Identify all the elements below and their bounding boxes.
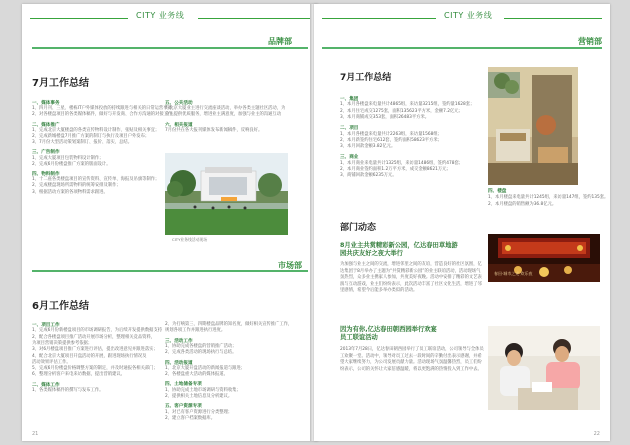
section-heading: 二、媒体工作 [32,382,60,388]
text-line: 3、对6月楼盘项目推广方案进行评估，提出改进意见并跟进落实； [32,347,158,353]
text-line: 3、本月商铺成交353套，面积26483平方米。 [340,115,430,121]
section-divider [32,47,308,49]
section-heading: 五、客户资源专项 [165,404,202,410]
section-heading: 一、媒体事务 [32,101,60,106]
section-heading: 三、商业 [340,155,359,161]
text-line: 7月份共在各大报刊媒体发布新闻稿件，反响良好。 [165,127,263,133]
news1-headline-line2: 园共庆友好之夜大举行 [340,250,403,257]
text-line: 1、本月商业来电量共计1325组，来访量1486组，签约478套； [340,160,464,166]
section-heading: 五、公关活动 [165,101,193,106]
interior-photo [488,67,578,185]
text-line: 1、四月刊、三星、楼栋IT户外媒体投放的持续跟进与相关的日常运营事务； [32,106,177,112]
right-page [314,4,610,441]
section-heading: 一、项目工作 [32,323,60,328]
dept-tag-sales: 营销部 [578,37,602,46]
header-title: CITY 业务线 [444,11,493,20]
header-rule [504,18,602,19]
news2-headline: 因为有你,亿达春田朝西园举行欢宴 [340,326,437,333]
text-line: 1、完成大厦项目包装物料设计制作； [32,155,104,161]
dept-news-title: 部门动态 [340,223,377,233]
july-summary-title: 7月工作总结 [340,73,392,83]
text-line: 2、完成新城楼盘7月推广方案的制订与执行及项目户外发布； [32,134,150,139]
section-divider [32,270,308,272]
event-photo-illustration [165,153,288,235]
dept-tag-brand: 品牌部 [268,37,292,46]
staff-photo-illustration [488,326,600,410]
staff-photo [488,326,600,410]
section-heading: 四、物料制作 [32,172,60,177]
section-heading: 二、项目 [340,126,359,132]
text-line: 1、完成北京大厦楼盘的各类宣传物料设计制作、张贴及相关事宜； [32,127,160,133]
text-line: 业主提供优质服务，增进业主满意度，加强与业主的沟通互动 [165,112,282,118]
text-line: 2、完成6月份楼盘推广方案的版面设计。 [32,161,111,167]
interior-photo-illustration [488,67,578,185]
event-photo [165,153,288,235]
text-line: 规划各项工作并跟进执行进度。 [165,328,226,334]
news2-body: 2013年7月28日，亿达春田朝西园举行了员工联谊活动，公司领导与全体员工欢聚一堂。活动中，领导对员工过去一段时间的辛勤付出表示感谢，并希望大家继续努力，为公司发展贡献力量。活动现场气氛温馨热烈，员工们纷纷表示，公司的关怀让大家倍感温暖，将以更饱满的热情投入到工作中去。 [340,347,484,372]
text-line: 2、各楼盘重大活动的媒体报道。 [165,372,228,378]
text-line: 1、对已有客户资源进行分类整理； [165,409,233,415]
text-line: 为项目营销决策提供参考依据； [32,340,93,346]
text-line: 1、完成6月份新楼盘项目的市场调研报告，为后续开发提供数据支持 [32,328,163,334]
july-summary-title: 7月工作总结 [32,78,89,89]
section-heading: 四、活动报道 [165,360,193,366]
night-photo-caption: 春田·城市之光 欢乐夜 [494,271,533,276]
text-line: 3、本月回款金额3.82亿元。 [340,144,396,150]
text-line: 2、完成各类活动的现场执行与总结。 [165,350,237,356]
news2-headline-line2: 员工联谊活动 [340,334,378,341]
page-number: 21 [32,431,39,437]
header-title: CITY 业务线 [136,11,185,20]
section-heading: 六、相关报道 [165,122,193,128]
text-line: 2、建立客户档案数据库。 [165,415,215,421]
header-rule [198,18,310,19]
text-line: 与北京大厦业主进行交流座谈活动，举办各类主题社区活动，为 [165,106,286,112]
section-divider [322,47,602,49]
text-line: 3、商铺回款金额6235万元。 [340,173,397,179]
header-rule [30,18,128,19]
header-rule [322,18,436,19]
text-line: 2、本月楼盘的销售额为36.8亿元。 [488,202,557,207]
photo-caption: CITY业务线活动现场 [172,237,207,242]
section-heading: 三、广告制作 [32,150,60,156]
section-heading: 二、媒体推广 [32,122,60,128]
text-line: 2、本月新签约住宅612套，签约面积58623平方米； [340,137,442,143]
text-line: 2、完成楼盘现场所需物料的统筹安排及制作； [32,183,121,189]
dept-tag-market: 市场部 [278,261,302,270]
text-line: 4、配合北京大厦项目开盘活动的开展，跟进现场执行情况及 [32,353,147,359]
text-line: 2、提供相关土地信息及分析建议。 [165,394,233,399]
page-header [314,10,610,22]
text-line: 1、北京大厦开盘活动的新闻报道与跟进； [165,365,246,371]
text-line: 5、完成6月份楼盘价格调整方案的制定，并及时通报各相关部门； [32,366,158,372]
text-line: 1、本月各楼盘来电量共计2263组，来访量1568组； [340,131,442,137]
text-line: 2、本月住宅成交1275套，面积135623平方米，金额7.2亿元； [340,108,463,114]
text-line: 6、整理分析客户来电来访数据，提出营销建议。 [32,372,125,378]
page-number: 22 [593,431,600,437]
section-heading: 三、活动工作 [165,338,193,344]
text-line: 2、对各楼盘项目的各类媒体稿件，做好与开发商、合作方沟通的对接工作。 [32,112,177,118]
section-heading: 四、土地储备专项 [165,382,202,388]
text-line: 1、本月楼盘来电量共计1245组，来访量147组，签约135套。 [488,195,609,200]
text-line: 3、根据活动方案的各项物料需求跟进。 [32,189,108,195]
text-line: 2、配合各楼盘项目推广活动开展市场分析，整理相关竞品资料， [32,334,156,340]
news1-body: 为加强与业主之间的交流，增进邻里之间的友谊，营造良好的社区氛围，亿达集团于8月举办了主题为“共赏精彩新公园”的业主联谊活动，活动现场气氛热烈，众多业主携家人参加，共度美好夜晚。活动中安排了精彩的文艺表演与互动游戏，业主们纷纷表示，此次活动丰富了社区文化生活，增进了邻里感情，希望今后能多举办类似的活动。 [340,262,482,293]
text-line: 1、协助完成土地市场调研与资料收集； [165,387,241,393]
text-line: 1、十二座各类楼盘项目的宣传资料、宣传单、海报及吊旗等制作； [32,177,160,183]
june-summary-title: 6月工作总结 [32,301,89,312]
text-line: 2、为打响第三、四期楼盘品牌的知名度，做好相关宣传推广工作， [165,322,293,327]
text-line: 1、本月各楼盘来电量共计4865组，来访量3215组，签约量1628套； [340,102,475,108]
text-line: 1、协助完成各楼盘的营销推广活动； [165,343,237,349]
left-page [22,4,318,441]
page-header [22,10,318,22]
text-line: 3、7月份大型活动策划案制订、报价、落实、总结。 [32,140,132,146]
section-heading: 四、楼盘 [488,189,507,194]
text-line: 2、本月商业签约面积1.2万平方米，成交金额8621万元； [340,167,451,172]
section-heading: 一、集团 [340,97,359,102]
text-line: 1、各类媒体稿件的撰写与发布工作。 [32,388,104,393]
text-line: 活动效果评估工作。 [32,359,71,365]
news1-headline: 8月业主共赏精彩新公园，亿达春田草地游 [340,242,458,249]
